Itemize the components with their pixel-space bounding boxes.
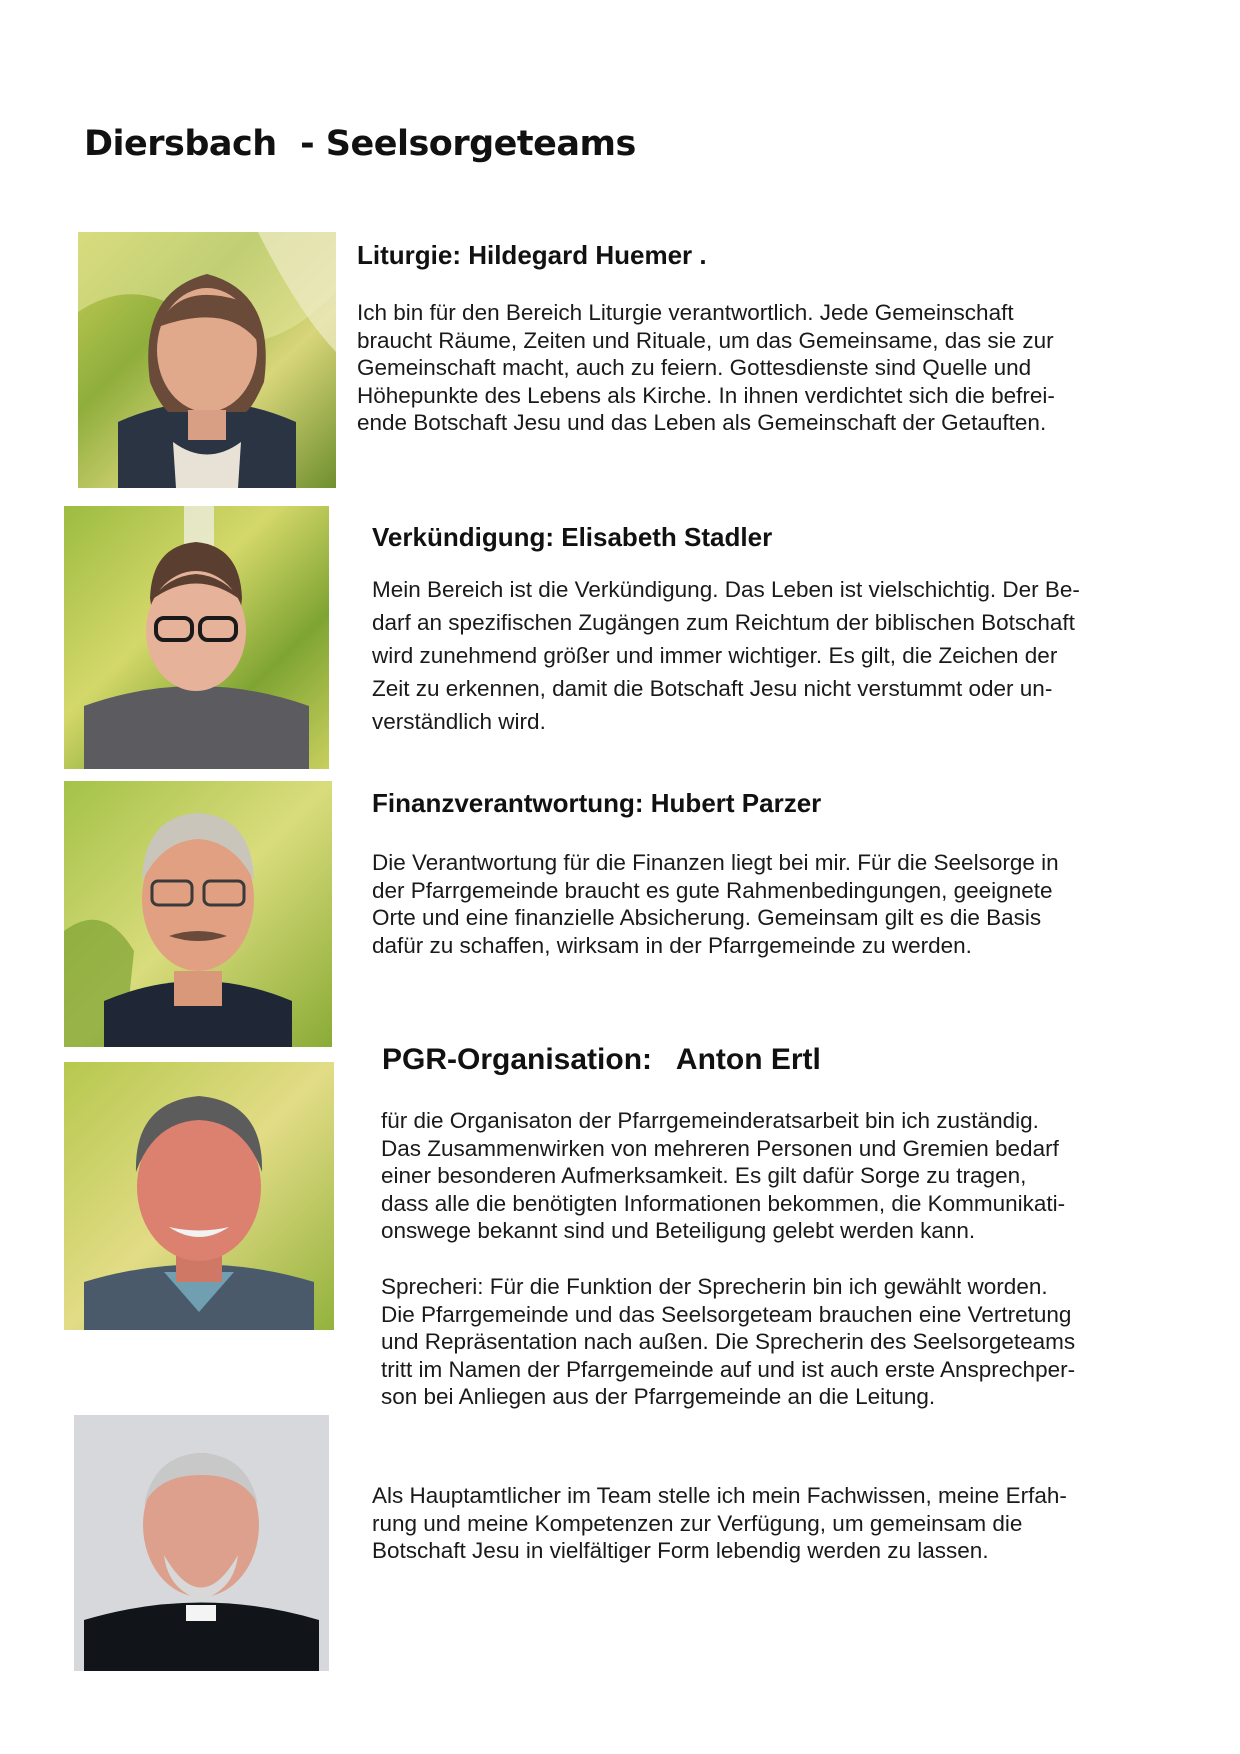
role-text-hauptamtlicher	[372, 1482, 1067, 1565]
text-line: und Repräsentation nach außen. Die Sprecherin des Seelsorgeteams	[381, 1329, 1076, 1354]
text-line: tritt im Namen der Pfarrgemeinde auf und ist auch erste Ansprechper-	[381, 1356, 1076, 1382]
portrait-photo-pgr-organisation	[64, 1062, 334, 1330]
text-line: son bei Anliegen aus der Pfarrgemeinde an die Leitung.	[381, 1384, 936, 1409]
text-line: einer besonderen Aufmerksamkeit. Es gilt dafür Sorge zu tragen,	[381, 1163, 1027, 1188]
text-line: braucht Räume, Zeiten und Rituale, um das Gemeinsame, das sie zur	[357, 327, 1054, 353]
text-line: Die Verantwortung für die Finanzen liegt bei mir. Für die Seelsorge in	[372, 850, 1059, 875]
text-line: wird zunehmend größer und immer wichtiger. Es gilt, die Zeichen der	[372, 643, 1058, 668]
text-line: rung und meine Kompetenzen zur Verfügung, um gemeinsam die	[372, 1510, 1023, 1536]
text-line: dafür zu schaffen, wirksam in der Pfarrgemeinde zu werden.	[372, 932, 972, 958]
text-line: Gemeinschaft macht, auch zu feiern. Gottesdienste sind Quelle und	[357, 355, 1032, 380]
role-text-pgr-organisation	[381, 1107, 1065, 1245]
text-line: Das Zusammenwirken von mehreren Personen und Gremien bedarf	[381, 1135, 1059, 1161]
role-heading-liturgie: Liturgie: Hildegard Huemer .	[357, 240, 707, 270]
role-text-verkuendigung	[372, 573, 1080, 738]
role-text-finanzen	[372, 849, 1059, 959]
text-line: Zeit zu erkennen, damit die Botschaft Jesu nicht verstummt oder un-	[372, 676, 1053, 701]
role-text-sprecherin	[381, 1273, 1075, 1411]
role-text-liturgie	[357, 299, 1055, 437]
portrait-photo-finanzen	[64, 781, 332, 1047]
text-line: für die Organisaton der Pfarrgemeinderatsarbeit bin ich zuständig.	[381, 1108, 1039, 1133]
portrait-photo-liturgie	[78, 232, 336, 488]
text-line: Die Pfarrgemeinde und das Seelsorgeteam brauchen eine Vertretung	[381, 1301, 1072, 1327]
role-heading-finanzen: Finanzverantwortung: Hubert Parzer	[372, 788, 822, 818]
text-line: ende Botschaft Jesu und das Leben als Gemeinschaft der Getauften.	[357, 410, 1047, 435]
text-line: onswege bekannt sind und Beteiligung gelebt werden kann.	[381, 1218, 976, 1243]
text-line: verständlich wird.	[372, 709, 546, 734]
text-line: Als Hauptamtlicher im Team stelle ich mein Fachwissen, meine Erfah-	[372, 1483, 1067, 1508]
text-line: darf an spezifischen Zugängen zum Reichtum der biblischen Botschaft	[372, 610, 1075, 635]
text-line: der Pfarrgemeinde braucht es gute Rahmenbedingungen, geeignete	[372, 877, 1053, 903]
text-line: dass alle die benötigten Informationen bekommen, die Kommunikati-	[381, 1190, 1066, 1216]
text-line: Sprecheri: Für die Funktion der Sprecherin bin ich gewählt worden.	[381, 1274, 1048, 1299]
role-heading-pgr-organisation: PGR-Organisation: Anton Ertl	[382, 1043, 821, 1076]
text-line: Mein Bereich ist die Verkündigung. Das Leben ist vielschichtig. Der Be-	[372, 577, 1080, 602]
text-line: Orte und eine finanzielle Absicherung. Gemeinsam gilt es die Basis	[372, 905, 1042, 930]
portrait-photo-verkuendigung	[64, 506, 329, 769]
role-heading-verkuendigung: Verkündigung: Elisabeth Stadler	[372, 522, 773, 552]
portrait-photo-hauptamtlicher	[74, 1415, 329, 1671]
text-line: Höhepunkte des Lebens als Kirche. In ihnen verdichtet sich die befrei-	[357, 382, 1055, 408]
text-line: Ich bin für den Bereich Liturgie verantwortlich. Jede Gemeinschaft	[357, 300, 1014, 325]
text-line: Botschaft Jesu in vielfältiger Form lebendig werden zu lassen.	[372, 1538, 989, 1563]
page-title: Diersbach - Seelsorgeteams	[84, 124, 636, 164]
